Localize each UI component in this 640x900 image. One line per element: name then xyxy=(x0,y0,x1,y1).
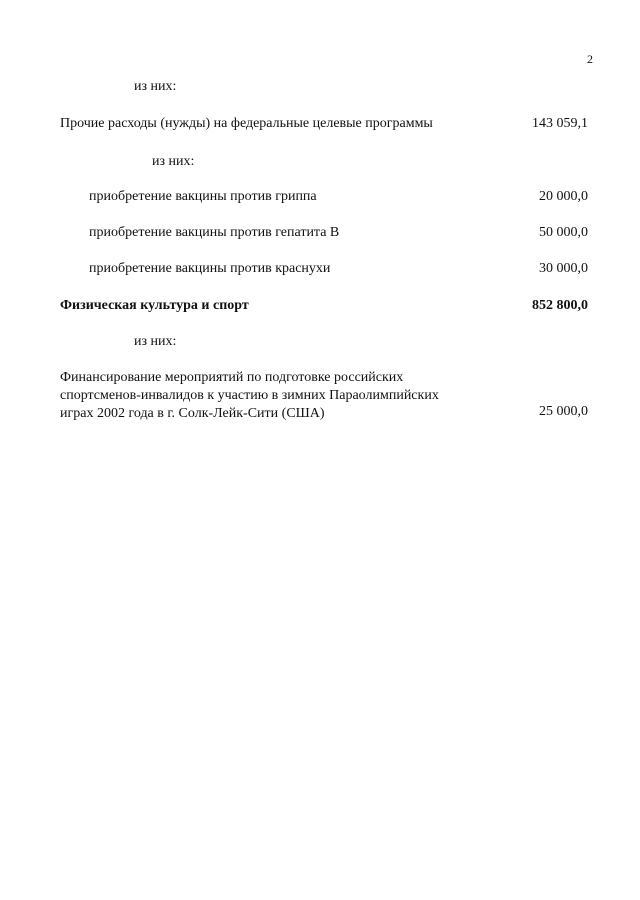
table-row xyxy=(0,261,640,281)
financing-line: играх 2002 года в г. Солк-Лейк-Сити (США) xyxy=(60,406,325,421)
subheading-of-which-1: из них: xyxy=(134,79,177,94)
row-label: приобретение вакцины против краснухи xyxy=(89,261,331,276)
row-label: Прочие расходы (нужды) на федеральные целевые программы xyxy=(60,116,433,131)
section-label: Физическая культура и спорт xyxy=(60,298,249,313)
section-row xyxy=(0,298,640,318)
financing-description xyxy=(60,369,520,423)
row-value: 30 000,0 xyxy=(539,261,588,276)
row-label: приобретение вакцины против гриппа xyxy=(89,189,317,204)
row-value: 20 000,0 xyxy=(539,189,588,204)
table-row xyxy=(0,225,640,245)
row-value: 50 000,0 xyxy=(539,225,588,240)
row-label: приобретение вакцины против гепатита В xyxy=(89,225,340,240)
subheading-of-which-2: из них: xyxy=(152,154,195,169)
financing-line: спортсменов-инвалидов к участию в зимних Параолимпийских xyxy=(60,388,439,403)
page-number: 2 xyxy=(587,52,593,66)
financing-line: Финансирование мероприятий по подготовке российских xyxy=(60,370,404,385)
section-value: 852 800,0 xyxy=(532,298,588,313)
table-row xyxy=(0,189,640,209)
financing-value: 25 000,0 xyxy=(539,404,588,419)
table-row xyxy=(0,116,640,136)
row-value: 143 059,1 xyxy=(532,116,588,131)
subheading-of-which-3: из них: xyxy=(134,334,177,349)
